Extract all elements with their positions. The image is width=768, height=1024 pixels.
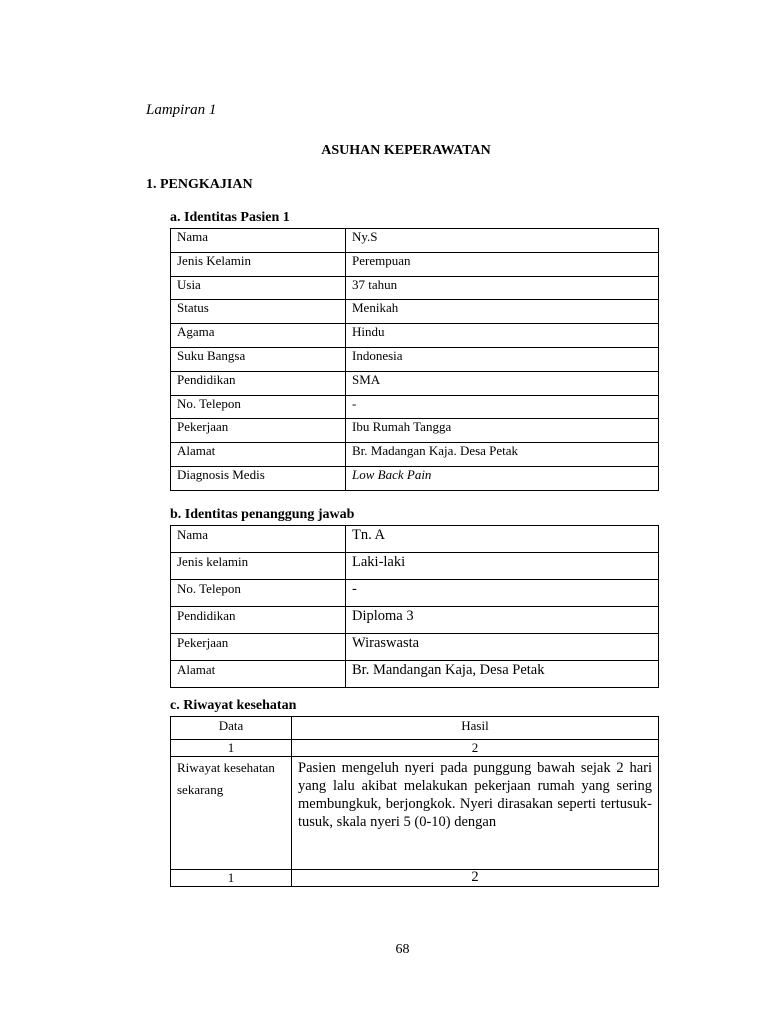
row-value: Wiraswasta	[346, 634, 659, 661]
riwayat-table	[170, 716, 659, 887]
table-row	[171, 757, 659, 870]
table-row	[171, 229, 659, 253]
table-row	[171, 371, 659, 395]
table-row	[171, 634, 659, 661]
row-label: Jenis kelamin	[171, 553, 346, 580]
row-label: Jenis Kelamin	[171, 252, 346, 276]
table-row	[171, 347, 659, 371]
row-value: SMA	[346, 371, 659, 395]
column-number-2: 2	[292, 740, 659, 757]
column-number-2: 2	[292, 870, 659, 887]
row-label: Agama	[171, 324, 346, 348]
table-header-row	[171, 717, 659, 740]
row-value: Perempuan	[346, 252, 659, 276]
row-value: Ibu Rumah Tangga	[346, 419, 659, 443]
row-label: No. Telepon	[171, 395, 346, 419]
table-row	[171, 276, 659, 300]
row-label: Usia	[171, 276, 346, 300]
riwayat-label: Riwayat kesehatan sekarang	[171, 757, 292, 870]
row-value: Diploma 3	[346, 607, 659, 634]
table-row	[171, 580, 659, 607]
row-label: Nama	[171, 229, 346, 253]
table-row	[171, 324, 659, 348]
penanggung-jawab-heading: b. Identitas penanggung jawab	[170, 507, 355, 522]
row-label: Pekerjaan	[171, 419, 346, 443]
table-row	[171, 395, 659, 419]
row-value: Low Back Pain	[346, 466, 659, 490]
row-label: Alamat	[171, 661, 346, 688]
riwayat-heading: c. Riwayat kesehatan	[170, 698, 297, 713]
lampiran-label: Lampiran 1	[146, 102, 217, 118]
row-label: Pendidikan	[171, 371, 346, 395]
table-row	[171, 661, 659, 688]
row-label: No. Telepon	[171, 580, 346, 607]
table-row	[171, 300, 659, 324]
riwayat-text: Pasien mengeluh nyeri pada punggung bawah sejak 2 hari yang lalu akibat melakukan pekerjaan rumah yang sering membungkuk, berjongkok. Nyeri dirasakan seperti tertusuk-tusuk, skala nyeri 5 (0-10) dengan	[292, 757, 659, 870]
row-label: Suku Bangsa	[171, 347, 346, 371]
row-label: Status	[171, 300, 346, 324]
row-label: Pekerjaan	[171, 634, 346, 661]
table-row	[171, 466, 659, 490]
row-value: -	[346, 580, 659, 607]
row-label: Diagnosis Medis	[171, 466, 346, 490]
row-value: Laki-laki	[346, 553, 659, 580]
penanggung-jawab-table	[170, 525, 659, 688]
row-value: Menikah	[346, 300, 659, 324]
column-number-1: 1	[171, 740, 292, 757]
row-label: Alamat	[171, 443, 346, 467]
row-value: Tn. A	[346, 526, 659, 553]
column-header-data: Data	[171, 717, 292, 740]
table-number-row	[171, 870, 659, 887]
table-row	[171, 553, 659, 580]
column-number-1: 1	[171, 870, 292, 887]
row-value: 37 tahun	[346, 276, 659, 300]
table-row	[171, 607, 659, 634]
section-heading: 1. PENGKAJIAN	[146, 177, 253, 192]
table-number-row	[171, 740, 659, 757]
row-label: Nama	[171, 526, 346, 553]
table-row	[171, 252, 659, 276]
page-number: 68	[395, 942, 410, 957]
identitas-pasien-heading: a. Identitas Pasien 1	[170, 210, 290, 225]
table-row	[171, 419, 659, 443]
column-header-hasil: Hasil	[292, 717, 659, 740]
document-title: ASUHAN KEPERAWATAN	[321, 143, 491, 158]
row-value: Hindu	[346, 324, 659, 348]
row-value: Ny.S	[346, 229, 659, 253]
row-value: -	[346, 395, 659, 419]
row-value: Br. Mandangan Kaja, Desa Petak	[346, 661, 659, 688]
identitas-pasien-table	[170, 228, 659, 491]
table-row	[171, 443, 659, 467]
table-row	[171, 526, 659, 553]
row-value: Br. Madangan Kaja. Desa Petak	[346, 443, 659, 467]
row-value: Indonesia	[346, 347, 659, 371]
row-label: Pendidikan	[171, 607, 346, 634]
